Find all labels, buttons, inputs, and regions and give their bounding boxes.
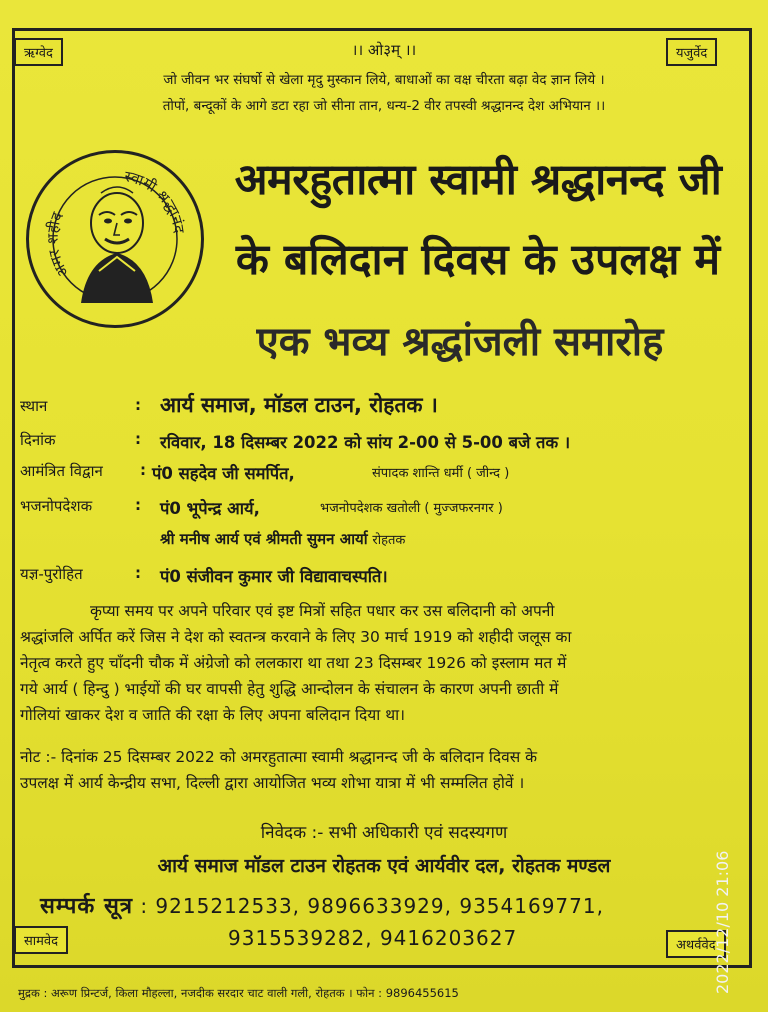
shloka-line-2: तोपों, बन्दूकों के आगे डटा रहा जो सीना तान, धन्य-2 वीर तपस्वी श्रद्धानन्द देश अभियान ।। — [162, 98, 606, 114]
contact-label: सम्पर्क सूत्र — [40, 894, 133, 919]
scholar-label: आमंत्रित विद्वान — [20, 462, 103, 480]
requester-line: निवेदक :- सभी अधिकारी एवं सदस्यगण — [260, 823, 508, 843]
corner-label-atharvaveda: अथर्ववेद — [666, 930, 726, 958]
corner-label-samaveda: सामवेद — [14, 926, 68, 954]
scholar-name: पं0 सहदेव जी समर्पित, — [152, 464, 295, 483]
note-line-1: नोट :- दिनांक 25 दिसम्बर 2022 को अमरहुतात्मा स्वामी श्रद्धानन्द जी के बलिदान दिवस के — [20, 748, 538, 766]
note-line-2: उपलक्ष में आर्य केन्द्रीय सभा, दिल्ली द्वारा आयोजित भव्य शोभा यात्रा में भी सम्मलित होवें । — [20, 774, 525, 792]
seal-text-right: स्वामी श्रद्धानंद — [123, 167, 189, 235]
singer-colon: : — [135, 496, 141, 514]
paragraph-line-5: गोलियां खाकर देश व जाति की रक्षा के लिए अपना बलिदान दिया था। — [20, 706, 405, 724]
camera-date-stamp — [706, 826, 736, 996]
venue-colon: : — [135, 396, 141, 414]
priest-label: यज्ञ-पुरोहित — [20, 565, 83, 583]
date-colon: : — [135, 430, 141, 448]
seal-text-left: अमर शहीद — [43, 209, 73, 281]
scholar-colon: : — [140, 461, 146, 479]
venue-label: स्थान — [20, 397, 48, 415]
contact-numbers-1: : 9215212533, 9896633929, 9354169771, — [140, 894, 604, 918]
paragraph-line-2: श्रद्धांजलि अर्पित करें जिस ने देश को स्वतन्त्र करवाने के लिए 30 मार्च 1919 को शहीदी जलूस का — [20, 628, 572, 646]
printer-credit: मुद्रक : अरूण प्रिन्टर्ज, किला मौहल्ला, नजदीक सरदार चाट वाली गली, रोहतक । फोन : 9896455615 — [18, 986, 459, 1000]
singer-extra-place: रोहतक — [372, 533, 406, 548]
date-label: दिनांक — [20, 431, 56, 449]
singer-extra-row — [160, 529, 405, 549]
swami-portrait-seal — [26, 150, 204, 328]
note-paragraph — [20, 744, 748, 796]
camera-date-stamp-text: 2022/12/10 21:06 — [713, 850, 732, 994]
date-value: रविवार, 18 दिसम्बर 2022 को सांय 2-00 से 5-00 बजे तक । — [160, 433, 571, 452]
contact-line-1 — [40, 890, 604, 920]
title-line-1: अमरहुतात्मा स्वामी श्रद्धानन्द जी — [234, 155, 722, 205]
contact-numbers-2: 9315539282, 9416203627 — [228, 926, 518, 950]
singer-extra-names: श्री मनीष आर्य एवं श्रीमती सुमन आर्या — [160, 530, 368, 548]
organizers-line: आर्य समाज मॉडल टाउन रोहतक एवं आर्यवीर दल, रोहतक मण्डल — [157, 855, 611, 877]
paragraph-line-4: गये आर्य ( हिन्दु ) भाईयों की घर वापसी हेतु शुद्धि आन्दोलन के संचालन के कारण अपनी छाती में — [20, 680, 559, 698]
paragraph-line-3: नेतृत्व करते हुए चाँदनी चौक में अंग्रेजो को ललकारा था तथा 23 दिसम्बर 1926 को इस्लाम मत में — [20, 654, 567, 672]
title-line-3: एक भव्य श्रद्धांजली समारोह — [256, 319, 664, 365]
singer-name: पं0 भूपेन्द्र आर्य, — [160, 499, 260, 518]
invitation-paragraph — [20, 598, 748, 728]
singer-note: भजनोपदेशक खतोली ( मुज्जफरनगर ) — [320, 501, 503, 516]
venue-value: आर्य समाज, मॉडल टाउन, रोहतक । — [160, 393, 438, 417]
shloka-line-1: जो जीवन भर संघर्षो से खेला मृदु मुस्कान लिये, बाधाओं का वक्ष चीरता बढ़ा वेद ज्ञान लिये । — [163, 72, 605, 88]
singer-label: भजनोपदेशक — [20, 497, 93, 515]
paragraph-line-1: कृप्या समय पर अपने परिवार एवं इष्ट मित्रों सहित पधार कर उस बलिदानी को अपनी — [90, 602, 555, 620]
priest-value: पं0 संजीवन कुमार जी विद्यावाचस्पति। — [160, 567, 388, 586]
title-line-2: के बलिदान दिवस के उपलक्ष में — [235, 235, 721, 285]
priest-colon: : — [135, 564, 141, 582]
corner-label-rigveda: ऋग्वेद — [14, 38, 63, 66]
om-invocation: ।। ओ३म् ।। — [351, 41, 417, 59]
corner-label-yajurveda: यजुर्वेद — [666, 38, 717, 66]
portrait-drawing — [29, 153, 201, 325]
scholar-note: संपादक शान्ति धर्मी ( जीन्द ) — [372, 466, 510, 481]
